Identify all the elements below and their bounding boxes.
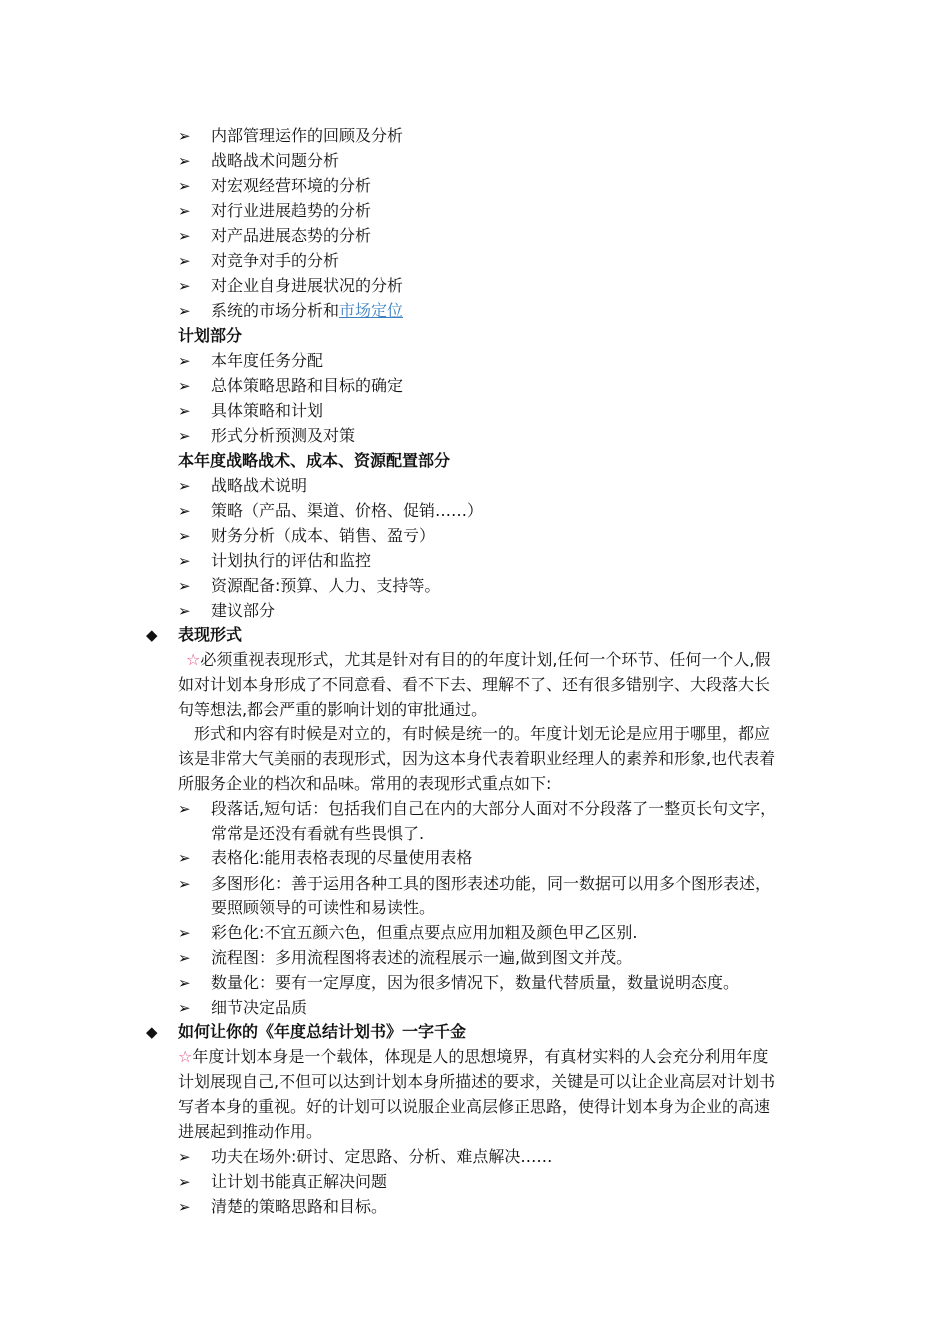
arrow-bullet-icon: ➢ <box>178 527 191 545</box>
list-item: 多图形化：善于运用各种工具的图形表述功能，同一数据可以用多个图形表述， <box>211 874 772 893</box>
list-item: 让计划书能真正解决问题 <box>211 1172 388 1191</box>
list-item: 总体策略思路和目标的确定 <box>211 376 404 395</box>
list-item-continuation: 常常是还没有看就有些畏惧了. <box>211 824 425 843</box>
value-heading: 如何让你的《年度总结计划书》一字千金 <box>178 1022 467 1041</box>
arrow-bullet-icon: ➢ <box>178 252 191 270</box>
list-item: 对行业进展趋势的分析 <box>211 201 372 220</box>
list-item: 表格化:能用表格表现的尽量使用表格 <box>211 848 473 867</box>
paragraph-line: 计划展现自己,不但可以达到计划本身所描述的要求，关键是可以让企业高层对计划书 <box>178 1072 776 1091</box>
diamond-bullet-icon: ◆ <box>146 1023 158 1041</box>
arrow-bullet-icon: ➢ <box>178 502 191 520</box>
list-item: 彩色化:不宜五颜六色，但重点要点应用加粗及颜色甲乙区别. <box>211 923 638 942</box>
list-item: 计划执行的评估和监控 <box>211 551 372 570</box>
diamond-bullet-icon: ◆ <box>146 626 158 644</box>
paragraph-line <box>178 1045 768 1070</box>
list-item: 财务分析（成本、销售、盈亏） <box>211 526 436 545</box>
list-item: 对竞争对手的分析 <box>211 251 340 270</box>
arrow-bullet-icon: ➢ <box>178 552 191 570</box>
arrow-bullet-icon: ➢ <box>178 1148 191 1166</box>
arrow-bullet-icon: ➢ <box>178 1173 191 1191</box>
star-icon: ☆ <box>178 1047 193 1066</box>
list-item-continuation: 要照顾领导的可读性和易读性。 <box>211 898 436 917</box>
paragraph-line: 如对计划本身形成了不同意看、看不下去、理解不了、还有很多错别字、大段落大长 <box>178 675 771 694</box>
arrow-bullet-icon: ➢ <box>178 427 191 445</box>
arrow-bullet-icon: ➢ <box>178 875 191 893</box>
plan-heading: 计划部分 <box>178 326 243 345</box>
paragraph-text: 年度计划本身是一个载体，体现是人的思想境界，有真材实料的人会充分利用年度 <box>192 1047 769 1066</box>
list-item: 资源配备:预算、人力、支持等。 <box>211 576 441 595</box>
paragraph-line: 句等想法,都会严重的影响计划的审批通过。 <box>178 700 488 719</box>
paragraph-line: 该是非常大气美丽的表现形式，因为这本身代表着职业经理人的素养和形象,也代表着 <box>178 749 776 768</box>
paragraph-line: 进展起到推动作用。 <box>178 1122 323 1141</box>
arrow-bullet-icon: ➢ <box>178 127 191 145</box>
arrow-bullet-icon: ➢ <box>178 949 191 967</box>
form-heading: 表现形式 <box>178 625 243 644</box>
arrow-bullet-icon: ➢ <box>178 277 191 295</box>
arrow-bullet-icon: ➢ <box>178 974 191 992</box>
list-item: 具体策略和计划 <box>211 401 324 420</box>
list-item: 对产品进展态势的分析 <box>211 226 372 245</box>
list-item <box>211 299 403 324</box>
arrow-bullet-icon: ➢ <box>178 1198 191 1216</box>
list-item: 流程图：多用流程图将表述的流程展示一遍,做到图文并茂。 <box>211 948 633 967</box>
arrow-bullet-icon: ➢ <box>178 177 191 195</box>
resource-heading: 本年度战略战术、成本、资源配置部分 <box>178 451 451 470</box>
arrow-bullet-icon: ➢ <box>178 800 191 818</box>
paragraph-line: 所服务企业的档次和品味。常用的表现形式重点如下: <box>178 774 552 793</box>
list-item: 细节决定品质 <box>211 998 308 1017</box>
paragraph-text: 必须重视表现形式，尤其是针对有目的的年度计划,任何一个环节、任何一个人,假 <box>200 650 771 669</box>
arrow-bullet-icon: ➢ <box>178 202 191 220</box>
arrow-bullet-icon: ➢ <box>178 849 191 867</box>
arrow-bullet-icon: ➢ <box>178 377 191 395</box>
list-item: 清楚的策略思路和目标。 <box>211 1197 388 1216</box>
list-item: 对宏观经营环境的分析 <box>211 176 372 195</box>
arrow-bullet-icon: ➢ <box>178 152 191 170</box>
list-item: 战略战术问题分析 <box>211 151 340 170</box>
paragraph-line <box>186 648 771 673</box>
market-positioning-link[interactable]: 市场定位 <box>339 301 404 320</box>
list-item-text: 系统的市场分析和 <box>211 301 340 320</box>
list-item: 内部管理运作的回顾及分析 <box>211 126 404 145</box>
paragraph-line: 写者本身的重视。好的计划可以说服企业高层修正思路，使得计划本身为企业的高速 <box>178 1097 771 1116</box>
star-icon: ☆ <box>186 650 201 669</box>
arrow-bullet-icon: ➢ <box>178 302 191 320</box>
arrow-bullet-icon: ➢ <box>178 477 191 495</box>
arrow-bullet-icon: ➢ <box>178 999 191 1017</box>
arrow-bullet-icon: ➢ <box>178 352 191 370</box>
arrow-bullet-icon: ➢ <box>178 402 191 420</box>
list-item: 功夫在场外:研讨、定思路、分析、难点解决…… <box>211 1147 553 1166</box>
arrow-bullet-icon: ➢ <box>178 602 191 620</box>
list-item: 对企业自身进展状况的分析 <box>211 276 404 295</box>
list-item: 数量化：要有一定厚度，因为很多情况下，数量代替质量，数量说明态度。 <box>211 973 740 992</box>
list-item: 战略战术说明 <box>211 476 308 495</box>
list-item: 本年度任务分配 <box>211 351 324 370</box>
arrow-bullet-icon: ➢ <box>178 924 191 942</box>
list-item: 形式分析预测及对策 <box>211 426 356 445</box>
list-item: 段落话,短句话：包括我们自己在内的大部分人面对不分段落了一整页长句文字， <box>211 799 777 818</box>
paragraph-line: 形式和内容有时候是对立的，有时候是统一的。年度计划无论是应用于哪里，都应 <box>194 724 771 743</box>
arrow-bullet-icon: ➢ <box>178 227 191 245</box>
list-item: 策略（产品、渠道、价格、促销……） <box>211 501 484 520</box>
arrow-bullet-icon: ➢ <box>178 577 191 595</box>
list-item: 建议部分 <box>211 601 276 620</box>
